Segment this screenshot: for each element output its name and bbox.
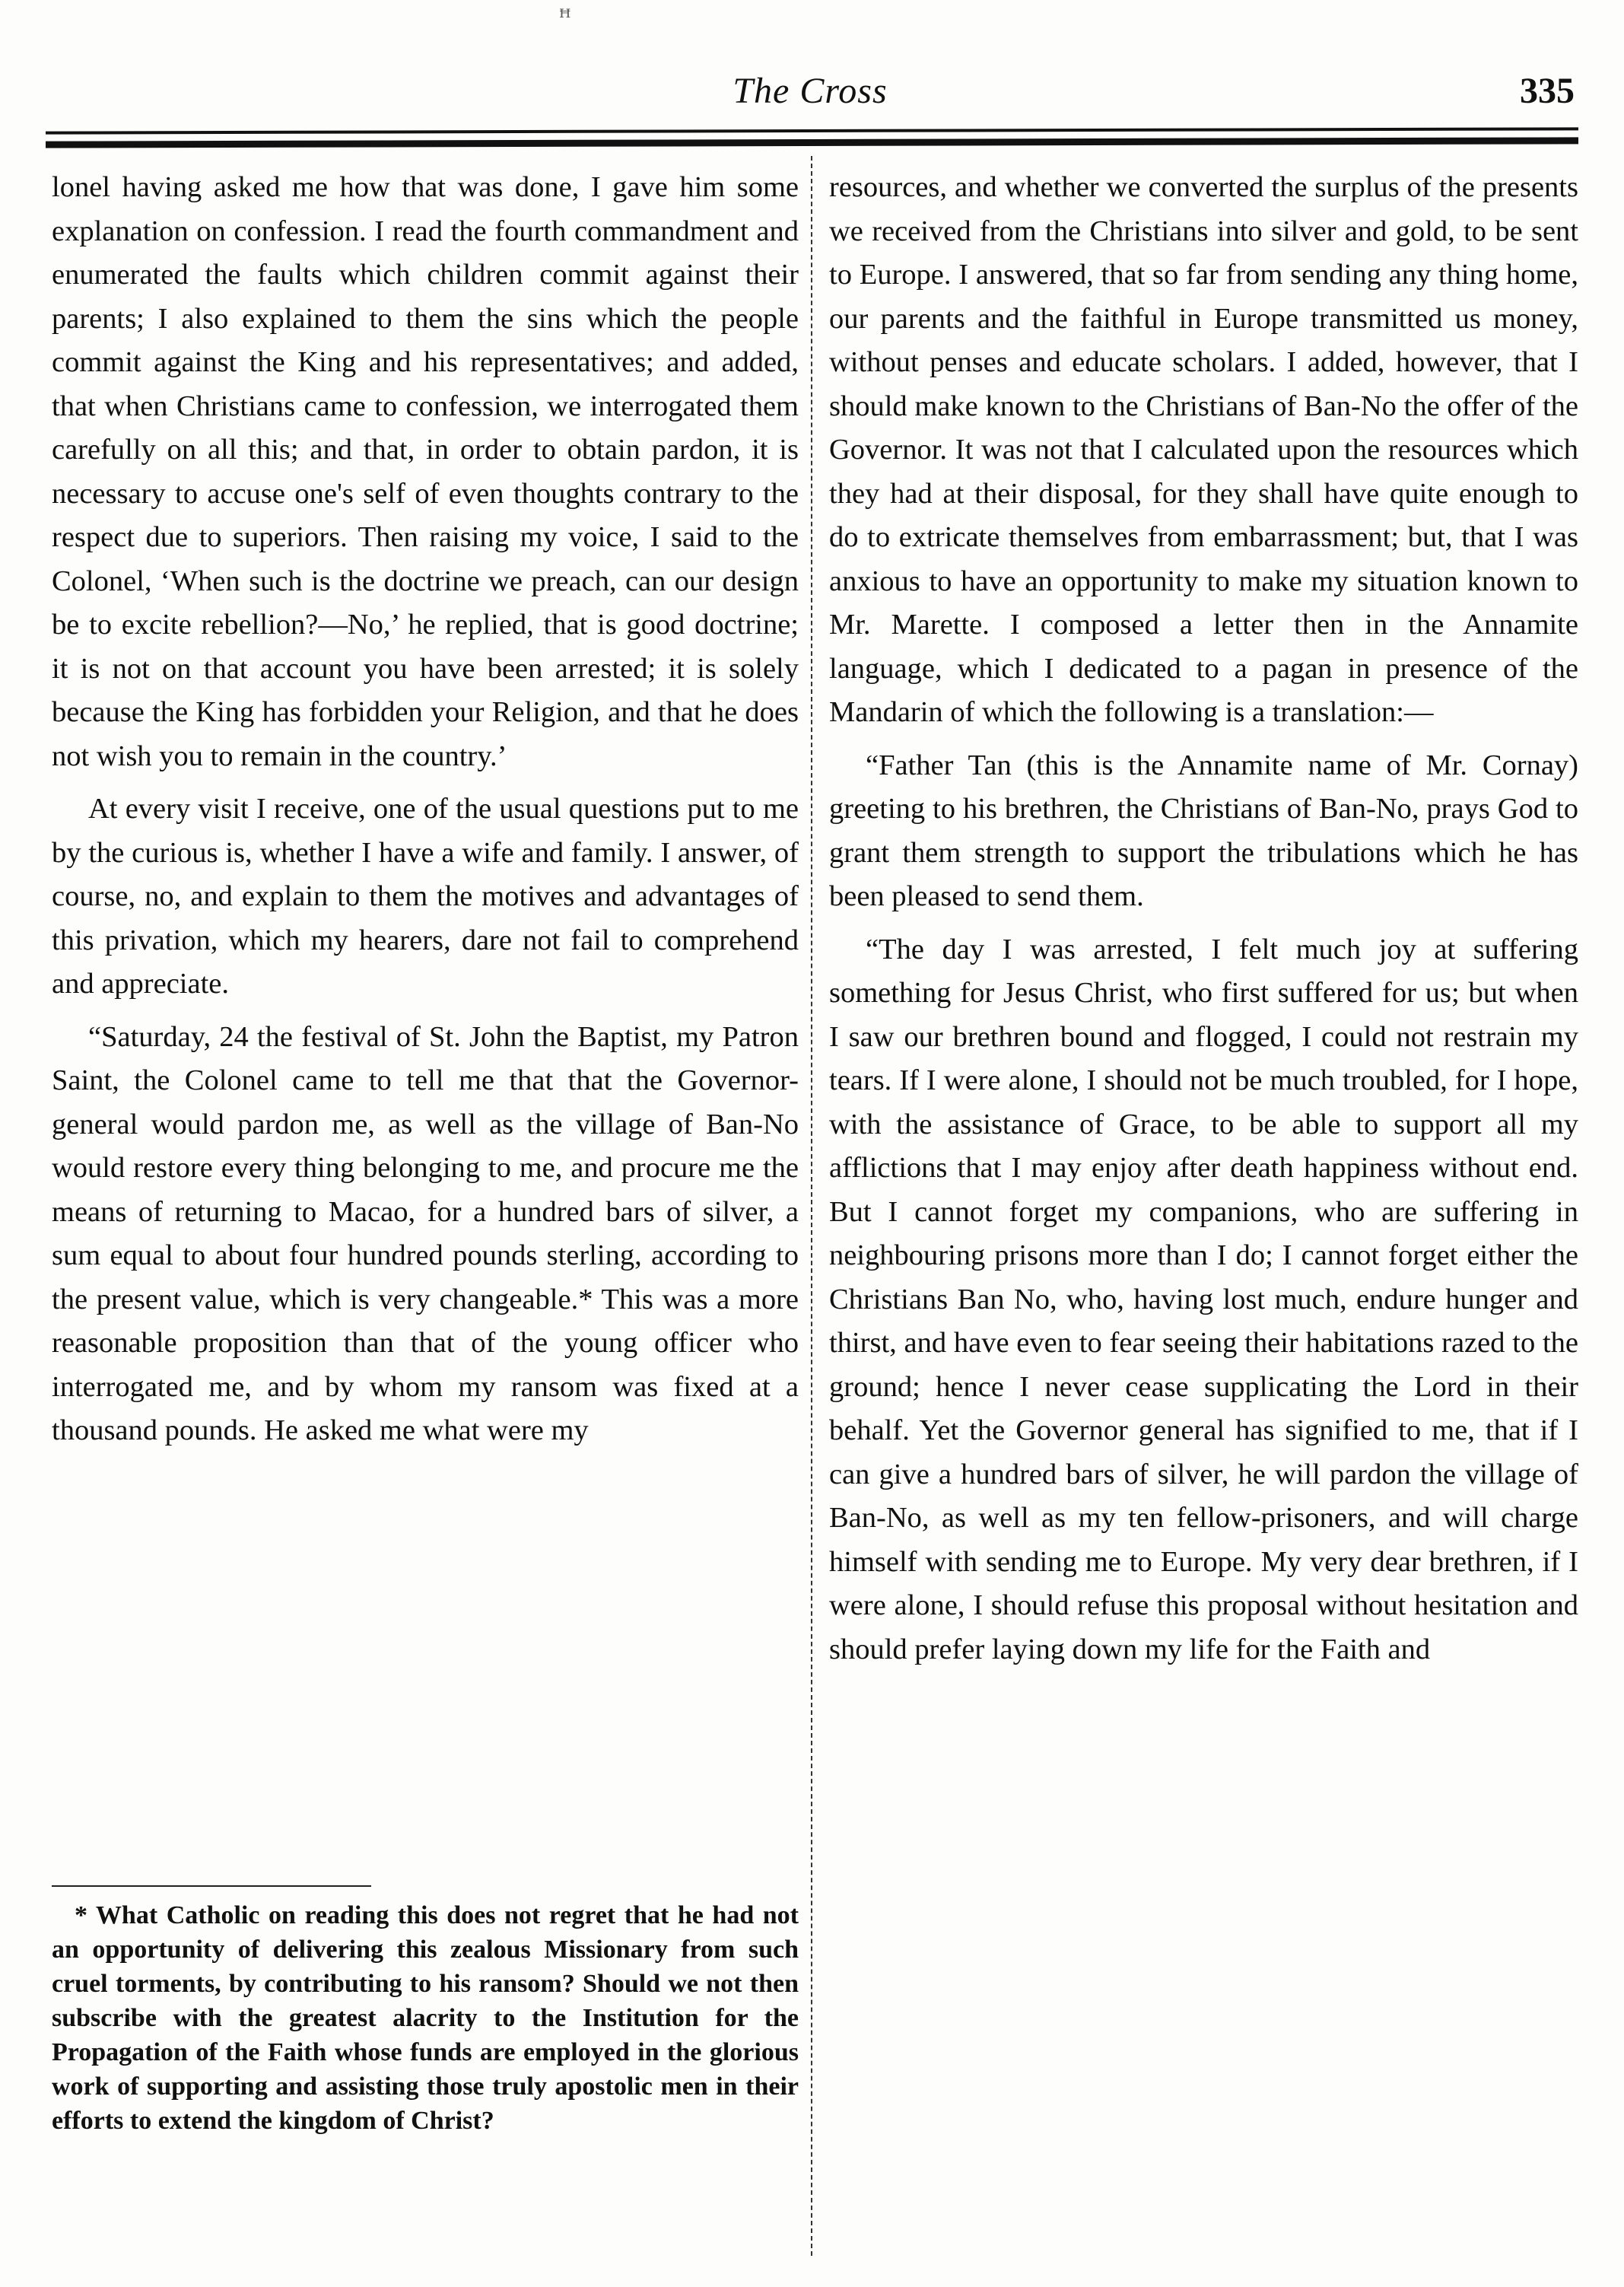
right-column: [829, 166, 1578, 1672]
footnote: * What Catholic on reading this does not regret that he had not an opportunity of delivering this zealous Missionary from such cruel torments, by contributing to his ransom? Should we not then subscribe with the greatest alacrity to the Institution for the Propagation of the Faith whose funds are employed in the glorious work of supporting and assisting those truly apostolic men in their efforts to extend the kingdom of Christ?: [52, 1901, 799, 2135]
column-divider: [811, 156, 812, 2256]
header-rule: [46, 127, 1578, 148]
left-paragraph-3: “Saturday, 24 the festival of St. John the Baptist, my Patron Saint, the Colonel came to tell me that that the Governor-general would pardon me, as well as the village of Ban-No would restore every thing belonging to me, and procure me the means of returning to Macao, for a hundred bars of silver, a sum equal to about four hundred pounds sterling, according to the present value, which is very changeable.* This was a more reasonable proposition than that of the young officer who interrogated me, and by whom my ransom was fixed at a thousand pounds. He asked me what were my: [52, 1020, 799, 1446]
running-title: The Cross: [733, 71, 888, 111]
page-number: 335: [1520, 71, 1575, 111]
header-ornament: ꟸ: [559, 6, 571, 30]
footnote-rule: [52, 1885, 371, 1887]
left-paragraph-2: At every visit I receive, one of the usual questions put to me by the curious is, whether I have a wife and family. I answer, of course, no, and explain to them the motives and advantages of this privation, which my hearers, dare not fail to comprehend and appreciate.: [52, 793, 799, 1000]
running-header: [46, 70, 1575, 123]
left-column: [52, 166, 799, 1453]
left-paragraph-1: lonel having asked me how that was done, I gave him some explanation on confession. I read the fourth commandment and enumerated the faults which children commit against their parents; I also explained to them the sins which the people commit against the King and his representatives; and added, that when Christians came to confession, we interrogated them carefully on all this; and that, in order to obtain pardon, it is necessary to accuse one's self of even thoughts contrary to the respect due to superiors. Then raising my voice, I said to the Colonel, ‘When such is the doctrine we preach, can our design be to excite rebellion?—No,’ he replied, that is good doctrine; it is not on that account you have been arrested; it is solely because the King has forbidden your Religion, and that he does not wish you to remain in the country.’: [52, 171, 799, 772]
right-paragraph-2: “Father Tan (this is the Annamite name of Mr. Cornay) greeting to his brethren, the Christians of Ban-No, prays God to grant them strength to support the tribulations which he has been pleased to send them.: [829, 749, 1578, 912]
right-paragraph-3: “The day I was arrested, I felt much joy at suffering something for Jesus Christ, who first suffered for us; but when I saw our brethren bound and flogged, I could not restrain my tears. If I were alone, I should not be much troubled, for I hope, with the assistance of Grace, to be able to support all my afflictions that I may enjoy after death happiness without end. But I cannot forget my companions, who are suffering in neighbouring prisons more than I do; I cannot forget either the Christians Ban No, who, having lost much, endure hunger and thirst, and have even to fear seeing their habitations razed to the ground; hence I never cease supplicating the Lord in their behalf. Yet the Governor general has signified to me, that if I can give a hundred bars of silver, he will pardon the village of Ban-No, as well as my ten fellow-prisoners, and will charge himself with sending me to Europe. My very dear brethren, if I were alone, I should refuse this proposal without hesitation and should prefer laying down my life for the Faith and: [829, 933, 1578, 1665]
right-paragraph-1: resources, and whether we converted the surplus of the presents we received from the Christians into silver and gold, to be sent to Europe. I answered, that so far from sending any thing home, our parents and the faithful in Europe transmitted us money, without penses and educate scholars. I added, however, that I should make known to the Christians of Ban-No the offer of the Governor. It was not that I calculated upon the resources which they had at their disposal, for they shall have quite enough to do to extricate themselves from embarrassment; but, that I was anxious to have an opportunity to make my situation known to Mr. Marette. I composed a letter then in the Annamite language, which I dedicated to a pagan in presence of the Mandarin of which the following is a translation:—: [829, 171, 1578, 728]
